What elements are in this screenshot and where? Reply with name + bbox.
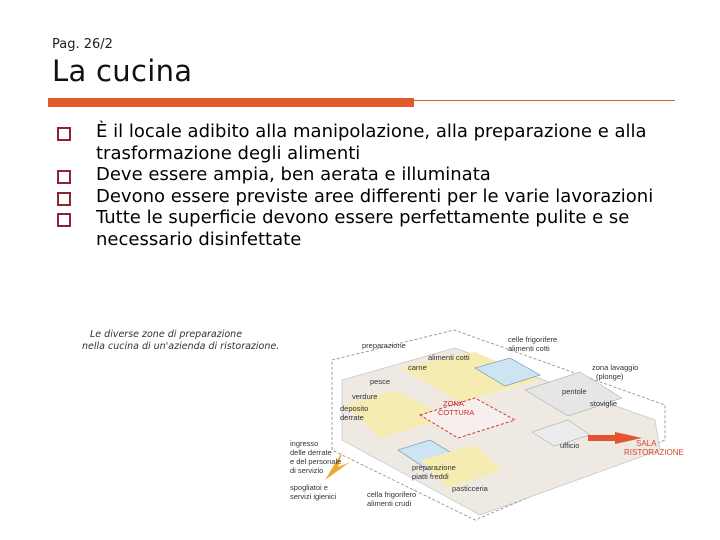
label-ingresso-1: ingresso <box>290 439 319 448</box>
label-ingresso-4: di servizio <box>290 466 324 475</box>
label-spogliatoi-2: servizi igienici <box>290 492 337 501</box>
square-bullet-icon <box>57 192 71 206</box>
label-stoviglie: stoviglie <box>590 399 618 408</box>
bullet-list <box>57 121 677 250</box>
square-bullet-icon <box>57 213 71 227</box>
label-ufficio: ufficio <box>560 441 580 450</box>
label-cella-crudi-2: alimenti crudi <box>367 499 412 508</box>
bullet-item: Tutte le superficie devono essere perfettamente pulite e se necessario disinfettate <box>57 207 677 250</box>
label-pentole: pentole <box>562 387 587 396</box>
label-cottura: COTTURA <box>438 408 475 417</box>
square-bullet-icon <box>57 170 71 184</box>
label-zona: ZONA <box>443 399 464 408</box>
bullet-item: Deve essere ampia, ben aerata e illuminata <box>57 164 677 186</box>
kitchen-layout-diagram <box>270 320 684 535</box>
label-spogliatoi-1: spogliatoi e <box>290 483 328 492</box>
label-alimenti-cotti: alimenti cotti <box>428 353 470 362</box>
label-pesce: pesce <box>370 377 391 386</box>
label-zona-lavaggio-2: (plonge) <box>596 372 624 381</box>
label-prep-piatti-2: piatti freddi <box>412 472 449 481</box>
label-sala: SALA <box>636 439 657 448</box>
figure-caption: Le diverse zone di preparazione nella cucina di un'azienda di ristorazione. <box>82 329 280 352</box>
page-title: La cucina <box>52 54 193 88</box>
label-celle-frigo-1: celle frigorifere <box>508 335 558 344</box>
bullet-item: È il locale adibito alla manipolazione, alla preparazione e alla trasformazione degli alimenti <box>57 121 677 164</box>
label-zona-lavaggio-1: zona lavaggio <box>592 363 639 372</box>
label-carne: carne <box>408 363 427 372</box>
bullet-item: Devono essere previste aree differenti per le varie lavorazioni <box>57 186 677 208</box>
label-ingresso-2: delle derrate <box>290 448 332 457</box>
square-bullet-icon <box>57 127 71 141</box>
label-preparazione: preparazione <box>362 341 406 350</box>
title-rule-accent <box>48 98 414 107</box>
label-deposito-1: deposito <box>340 404 369 413</box>
label-cella-crudi-1: cella frigorifero <box>367 490 417 499</box>
label-prep-piatti-1: preparazione <box>412 463 456 472</box>
page-number: Pag. 26/2 <box>52 37 113 52</box>
label-deposito-2: derrate <box>340 413 364 422</box>
label-ingresso-3: e del personale <box>290 457 342 466</box>
label-celle-frigo-2: alimenti cotti <box>508 344 550 353</box>
label-pasticceria: pasticceria <box>452 484 488 493</box>
label-ristorazione: RISTORAZIONE <box>624 448 684 457</box>
label-verdure: verdure <box>352 392 378 401</box>
